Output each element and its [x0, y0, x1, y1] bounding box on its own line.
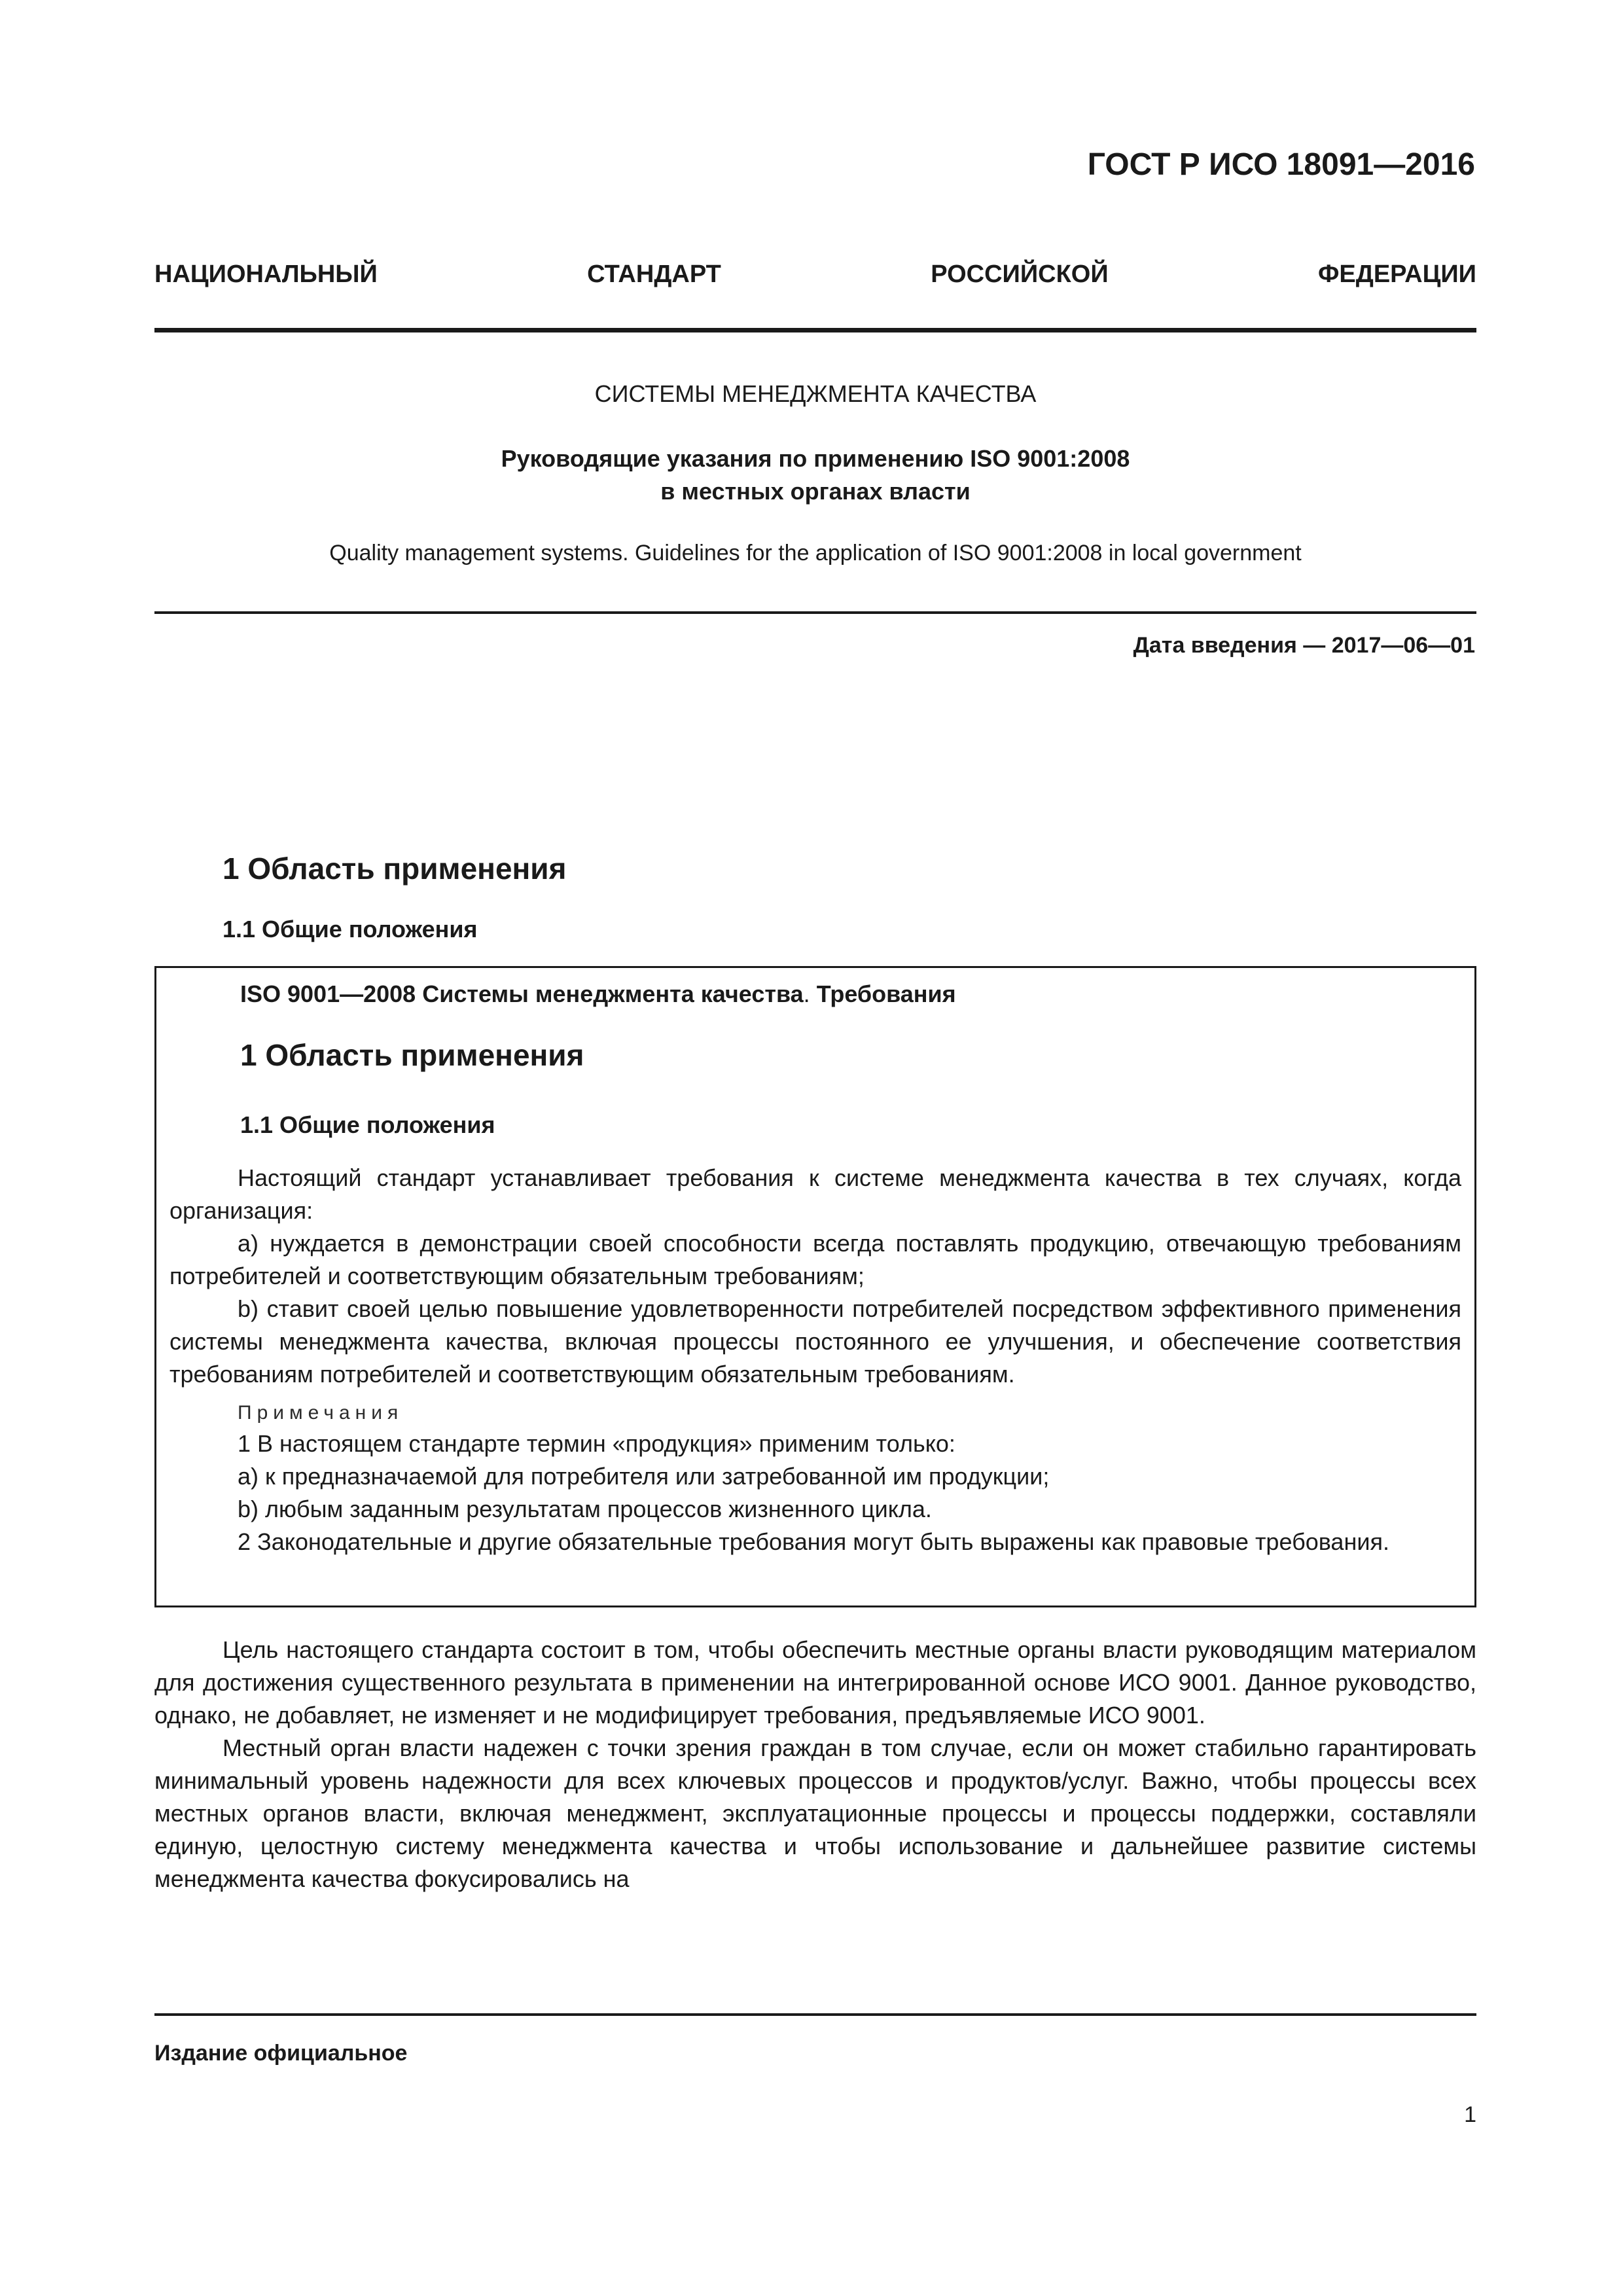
header-rule — [154, 328, 1476, 332]
box-body — [169, 1162, 1461, 1558]
body-paragraph-1: Цель настоящего стандарта состоит в том, чтобы обеспечить местные органы власти руководящим материалом для достижения существенного результата в применении на интегрированной основе ИСО 9001. Данное руководство, однако, не добавляет, не изменяет и не модифицирует требования, предъявляемые ИСО 9001. — [154, 1636, 1476, 1729]
subtitle-line-1: Руководящие указания по применению ISO 9001:2008 — [501, 445, 1130, 472]
box-heading: 1 Область применения — [240, 1038, 584, 1072]
quoted-standard-box — [154, 966, 1476, 1607]
official-edition-note: Издание официальное — [154, 2041, 408, 2066]
introduction-date: Дата введения — 2017—06—01 — [1133, 633, 1475, 658]
box-item-a: a) нуждается в демонстрации своей способности всегда поставлять продукцию, отвечающую требованиям потребителей и соответствующим обязательным требованиям; — [169, 1230, 1461, 1289]
notes-label: Примечания — [238, 1402, 404, 1424]
standard-title: СИСТЕМЫ МЕНЕДЖМЕНТА КАЧЕСТВА — [594, 380, 1037, 407]
page-number: 1 — [1464, 2102, 1476, 2127]
title-rule — [154, 611, 1476, 614]
body-paragraph-2: Местный орган власти надежен с точки зрения граждан в том случае, если он может стабильно гарантировать минимальный уровень надежности для всех ключевых процессов и продуктов/услуг. Важно, чтобы процессы всех местных органов власти, включая менеджмент, эксплуатационные процессы и процессы поддержки, составляли единую, целостную систему менеджмента качества и чтобы использование и дальнейшее развитие системы менеджмента качества фокусировались на — [154, 1734, 1476, 1892]
body-text — [154, 1634, 1476, 1895]
note-1: 1 В настоящем стандарте термин «продукция» применим только: — [238, 1430, 955, 1457]
document-code: ГОСТ Р ИСО 18091—2016 — [1087, 147, 1475, 182]
note-1-b: b) любым заданным результатам процессов жизненного цикла. — [238, 1496, 932, 1522]
section-subheading: 1.1 Общие положения — [223, 916, 478, 942]
box-item-b: b) ставит своей целью повышение удовлетворенности потребителей посредством эффективного применения системы менеджмента качества, включая процессы постоянного ее улучшения, и обеспечение соответствия требованиям потребителей и соответствующим обязательным требованиям. — [169, 1295, 1461, 1388]
footer-rule — [154, 2013, 1476, 2016]
english-title: Quality management systems. Guidelines for the application of ISO 9001:2008 in local government — [329, 541, 1302, 565]
note-2: 2 Законодательные и другие обязательные требования могут быть выражены как правовые требования. — [238, 1528, 1389, 1555]
note-1-a: a) к предназначаемой для потребителя или затребованной им продукции; — [238, 1463, 1050, 1490]
subtitle-line-2: в местных органах власти — [660, 478, 971, 505]
box-title — [240, 978, 1457, 1010]
box-title-end: Требования — [816, 980, 956, 1007]
section-heading: 1 Область применения — [223, 852, 567, 886]
box-title-separator: . — [803, 980, 810, 1007]
national-standard-banner: НАЦИОНАЛЬНЫЙ СТАНДАРТ РОССИЙСКОЙ ФЕДЕРАЦИИ — [154, 260, 1476, 288]
box-title-bold: ISO 9001—2008 Системы менеджмента качества — [240, 980, 804, 1007]
box-subheading: 1.1 Общие положения — [240, 1111, 495, 1138]
box-paragraph: Настоящий стандарт устанавливает требования к системе менеджмента качества в тех случаях, когда организация: — [169, 1164, 1461, 1224]
standard-subtitle — [154, 442, 1476, 508]
